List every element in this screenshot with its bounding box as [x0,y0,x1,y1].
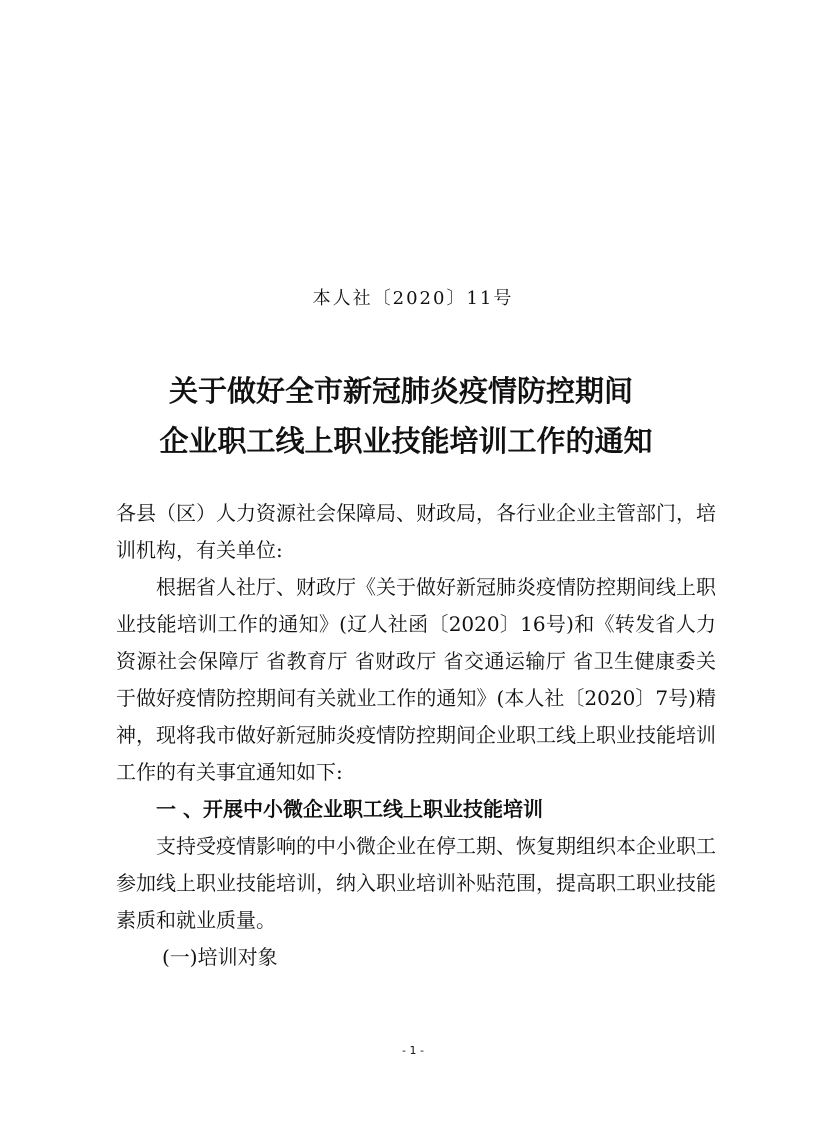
title-line-1: 关于做好全市新冠肺炎疫情防控期间 [168,374,633,408]
subsection-heading-1: (一)培训对象 [162,945,278,969]
title-line-2: 企业职工线上职业技能培训工作的通知 [159,424,653,458]
paragraph-intro: 根据省人社厅、财政厅《关于做好新冠肺炎疫情防控期间线上职业技能培训工作的通知》(辽人社函〔2020〕16号)和《转发省人力资源社会保障厅 省教育厅 省财政厅 省交通运输厅 省卫生健康委关于做好疫情防控期间有关就业工作的通知》(本人社〔2020〕7号)精神，现将我市做好新冠肺炎疫情防控期间企业职工线上职业技能培训工作的有关事宜通知如下: [116,575,716,784]
document-title [0,366,826,466]
document-body [116,495,716,976]
paragraph-section-1: 支持受疫情影响的中小微企业在停工期、恢复期组织本企业职工参加线上职业技能培训，纳入职业培训补贴范围，提高职工职业技能素质和就业质量。 [116,834,716,932]
addressee: 各县（区）人力资源社会保障局、财政局，各行业企业主管部门，培训机构，有关单位: [116,501,716,562]
section-heading-1: 一 、开展中小微企业职工线上职业技能培训 [156,797,543,821]
page-number: - 1 - [402,1044,424,1057]
document-number: 本人社〔2020〕11号 [312,288,514,309]
